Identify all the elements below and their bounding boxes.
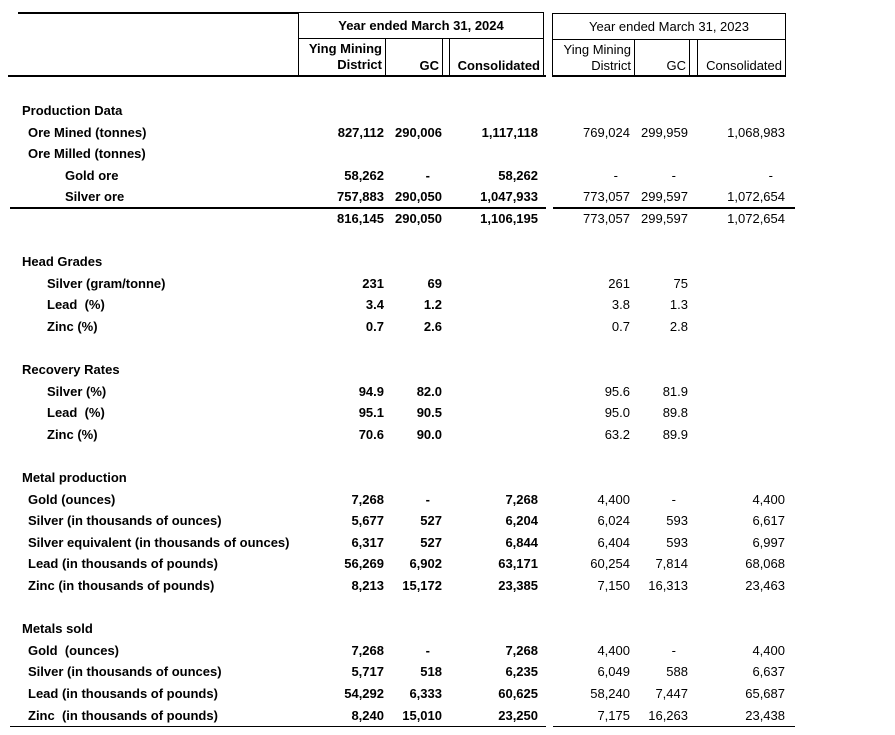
value-fy2024-gc: 6,902 [409, 556, 442, 572]
column-header-ying-2024: Ying Mining District [299, 39, 386, 75]
value-fy2024-consolidated: 58,262 [498, 167, 538, 183]
data-row [0, 640, 895, 662]
header-block-2023 [552, 13, 786, 76]
data-row [0, 424, 895, 446]
year-2024-header: Year ended March 31, 2024 [299, 13, 543, 39]
value-fy2024-gc: 290,006 [395, 124, 442, 140]
data-row [0, 402, 895, 424]
row-label: Lead (in thousands of pounds) [28, 686, 218, 702]
row-label: Gold (ounces) [28, 491, 116, 507]
value-fy2023-gc: - [671, 491, 676, 507]
spacer-row [0, 446, 895, 468]
year-2023-header: Year ended March 31, 2023 [553, 14, 785, 40]
value-fy2024-consolidated: 7,268 [505, 491, 538, 507]
value-fy2023-consolidated: 4,400 [752, 491, 785, 507]
value-fy2023-ying: 60,254 [590, 556, 630, 572]
value-fy2024-gc: - [425, 642, 430, 658]
row-label: Silver equivalent (in thousands of ounces) [28, 534, 290, 550]
value-fy2023-gc: 1.3 [669, 297, 688, 313]
value-fy2024-consolidated: 1,047,933 [480, 189, 538, 205]
value-fy2024-ying: 5,717 [351, 664, 384, 680]
value-fy2023-gc: - [671, 167, 676, 183]
value-fy2024-gc: 90.0 [416, 426, 442, 442]
section-title-row [0, 467, 895, 489]
value-fy2023-ying: 0.7 [611, 318, 630, 334]
data-row [0, 165, 895, 187]
top-rule-left [18, 12, 299, 14]
row-label: Silver (%) [47, 383, 107, 399]
value-fy2024-ying: 94.9 [358, 383, 384, 399]
data-row [0, 294, 895, 316]
data-row [0, 208, 895, 230]
section-title: Production Data [22, 103, 123, 118]
value-fy2024-gc: 82.0 [416, 383, 442, 399]
value-fy2024-gc: 6,333 [409, 686, 442, 702]
value-fy2024-gc: 518 [420, 664, 442, 680]
value-fy2023-gc: 75 [673, 275, 688, 291]
value-fy2024-ying: 0.7 [365, 318, 384, 334]
value-fy2024-ying: 816,145 [337, 210, 384, 226]
value-fy2023-gc: 16,263 [648, 707, 688, 723]
value-fy2024-ying: 231 [362, 275, 384, 291]
value-fy2024-consolidated: 1,117,118 [481, 124, 538, 140]
value-fy2024-gc: 90.5 [416, 405, 442, 421]
spacer-row [0, 597, 895, 619]
value-fy2023-consolidated: 1,072,654 [727, 210, 785, 226]
value-fy2023-consolidated: 6,617 [752, 513, 785, 529]
data-row [0, 575, 895, 597]
data-row [0, 186, 895, 208]
value-fy2024-consolidated: 7,268 [505, 642, 538, 658]
value-fy2024-ying: 95.1 [358, 405, 384, 421]
value-fy2023-ying: 95.0 [604, 405, 630, 421]
section-title: Recovery Rates [22, 362, 120, 378]
horizontal-rule [10, 726, 546, 728]
row-label: Lead (in thousands of pounds) [28, 556, 218, 572]
data-row [0, 705, 895, 727]
value-fy2023-gc: 81.9 [662, 383, 688, 399]
value-fy2024-gc: - [425, 167, 430, 183]
header-gap-2023 [690, 40, 697, 75]
value-fy2023-consolidated: - [768, 167, 773, 183]
value-fy2023-consolidated: 23,463 [745, 578, 785, 594]
value-fy2024-consolidated: 6,844 [505, 534, 538, 550]
value-fy2024-consolidated: 63,171 [498, 556, 538, 572]
data-row [0, 381, 895, 403]
row-label: Silver ore [65, 189, 125, 205]
value-fy2023-ying: 6,404 [597, 534, 630, 550]
table-body [0, 100, 895, 726]
value-fy2023-gc: - [671, 642, 676, 658]
row-label: Zinc (%) [47, 318, 98, 334]
row-label: Zinc (in thousands of pounds) [28, 707, 218, 723]
section-title-row [0, 100, 895, 122]
section-title-row [0, 618, 895, 640]
value-fy2023-consolidated: 23,438 [745, 707, 785, 723]
value-fy2023-gc: 588 [666, 664, 688, 680]
value-fy2023-gc: 16,313 [648, 578, 688, 594]
row-label: Lead (%) [47, 405, 105, 421]
value-fy2023-gc: 7,814 [655, 556, 688, 572]
value-fy2024-ying: 5,677 [351, 513, 384, 529]
value-fy2024-ying: 70.6 [358, 426, 384, 442]
row-label: Silver (gram/tonne) [47, 275, 166, 291]
value-fy2024-ying: 56,269 [344, 556, 384, 572]
value-fy2023-ying: 58,240 [590, 686, 630, 702]
horizontal-rule [553, 726, 795, 728]
value-fy2023-consolidated: 4,400 [752, 642, 785, 658]
value-fy2023-gc: 299,959 [641, 124, 688, 140]
value-fy2024-ying: 54,292 [344, 686, 384, 702]
data-row [0, 489, 895, 511]
value-fy2024-ying: 8,240 [351, 707, 384, 723]
section-title-row [0, 251, 895, 273]
value-fy2023-gc: 593 [666, 513, 688, 529]
row-label: Zinc (in thousands of pounds) [28, 578, 215, 594]
value-fy2024-gc: 15,010 [402, 707, 442, 723]
value-fy2023-consolidated: 68,068 [745, 556, 785, 572]
column-header-gc-2024: GC [386, 39, 443, 75]
value-fy2024-gc: 290,050 [395, 189, 442, 205]
value-fy2023-ying: 63.2 [604, 426, 630, 442]
value-fy2023-ying: 7,150 [597, 578, 630, 594]
row-label: Ore Mined (tonnes) [28, 124, 147, 140]
value-fy2024-gc: 2.6 [423, 318, 442, 334]
value-fy2023-consolidated: 1,072,654 [727, 189, 785, 205]
value-fy2024-consolidated: 6,204 [505, 513, 538, 529]
value-fy2024-gc: - [425, 491, 430, 507]
data-row [0, 273, 895, 295]
value-fy2024-consolidated: 6,235 [505, 664, 538, 680]
value-fy2024-consolidated: 23,250 [498, 707, 538, 723]
row-label: Zinc (%) [47, 426, 98, 442]
column-header-gc-2023: GC [635, 40, 690, 75]
value-fy2024-ying: 7,268 [351, 642, 384, 658]
value-fy2023-consolidated: 65,687 [745, 686, 785, 702]
row-label: Ore Milled (tonnes) [28, 146, 146, 162]
data-row [0, 143, 895, 165]
value-fy2023-gc: 593 [666, 534, 688, 550]
value-fy2024-ying: 8,213 [351, 578, 384, 594]
value-fy2024-ying: 757,883 [337, 189, 384, 205]
value-fy2023-ying: 6,049 [597, 664, 630, 680]
data-row [0, 661, 895, 683]
value-fy2023-ying: 95.6 [604, 383, 630, 399]
value-fy2024-gc: 290,050 [395, 210, 442, 226]
value-fy2024-gc: 527 [420, 534, 442, 550]
value-fy2023-ying: - [613, 167, 618, 183]
value-fy2024-gc: 69 [427, 275, 442, 291]
value-fy2024-consolidated: 60,625 [498, 686, 538, 702]
value-fy2023-consolidated: 1,068,983 [727, 124, 785, 140]
row-label: Gold ore [65, 167, 119, 183]
value-fy2023-ying: 4,400 [597, 642, 630, 658]
value-fy2023-gc: 89.8 [662, 405, 688, 421]
data-row [0, 122, 895, 144]
value-fy2023-gc: 7,447 [655, 686, 688, 702]
value-fy2023-ying: 773,057 [583, 210, 630, 226]
value-fy2024-gc: 1.2 [423, 297, 442, 313]
value-fy2024-ying: 58,262 [344, 167, 384, 183]
section-title: Metals sold [22, 621, 93, 637]
value-fy2023-gc: 299,597 [641, 210, 688, 226]
data-row [0, 510, 895, 532]
value-fy2023-gc: 2.8 [669, 318, 688, 334]
data-row [0, 553, 895, 575]
value-fy2023-ying: 773,057 [583, 189, 630, 205]
value-fy2023-ying: 6,024 [597, 513, 630, 529]
column-header-consolidated-2023: Consolidated [697, 40, 785, 75]
column-header-consolidated-2024: Consolidated [449, 39, 543, 75]
data-row [0, 683, 895, 705]
spacer-row [0, 230, 895, 252]
value-fy2024-ying: 7,268 [351, 491, 384, 507]
value-fy2023-ying: 4,400 [597, 491, 630, 507]
value-fy2024-ying: 6,317 [351, 534, 384, 550]
row-label: Silver (in thousands of ounces) [28, 513, 222, 529]
value-fy2023-ying: 3.8 [611, 297, 630, 313]
row-label: Lead (%) [47, 297, 105, 313]
spacer-row [0, 338, 895, 360]
value-fy2024-gc: 527 [420, 513, 442, 529]
row-label: Silver (in thousands of ounces) [28, 664, 222, 680]
data-row [0, 316, 895, 338]
value-fy2023-consolidated: 6,997 [752, 534, 785, 550]
value-fy2023-ying: 769,024 [583, 124, 630, 140]
value-fy2024-gc: 15,172 [402, 578, 442, 594]
value-fy2023-ying: 7,175 [597, 707, 630, 723]
value-fy2023-gc: 299,597 [641, 189, 688, 205]
value-fy2023-ying: 261 [608, 275, 630, 291]
section-title: Head Grades [22, 254, 103, 270]
header-block-2024 [298, 12, 544, 76]
value-fy2024-ying: 827,112 [337, 124, 384, 140]
value-fy2023-consolidated: 6,637 [752, 664, 785, 680]
value-fy2023-gc: 89.9 [662, 426, 688, 442]
value-fy2024-consolidated: 1,106,195 [480, 210, 538, 226]
value-fy2024-ying: 3.4 [365, 297, 384, 313]
data-row [0, 532, 895, 554]
section-title: Metal production [22, 470, 127, 486]
column-header-ying-2023: Ying Mining District [553, 40, 635, 75]
value-fy2024-consolidated: 23,385 [498, 578, 538, 594]
row-label: Gold (ounces) [28, 642, 119, 658]
section-title-row [0, 359, 895, 381]
